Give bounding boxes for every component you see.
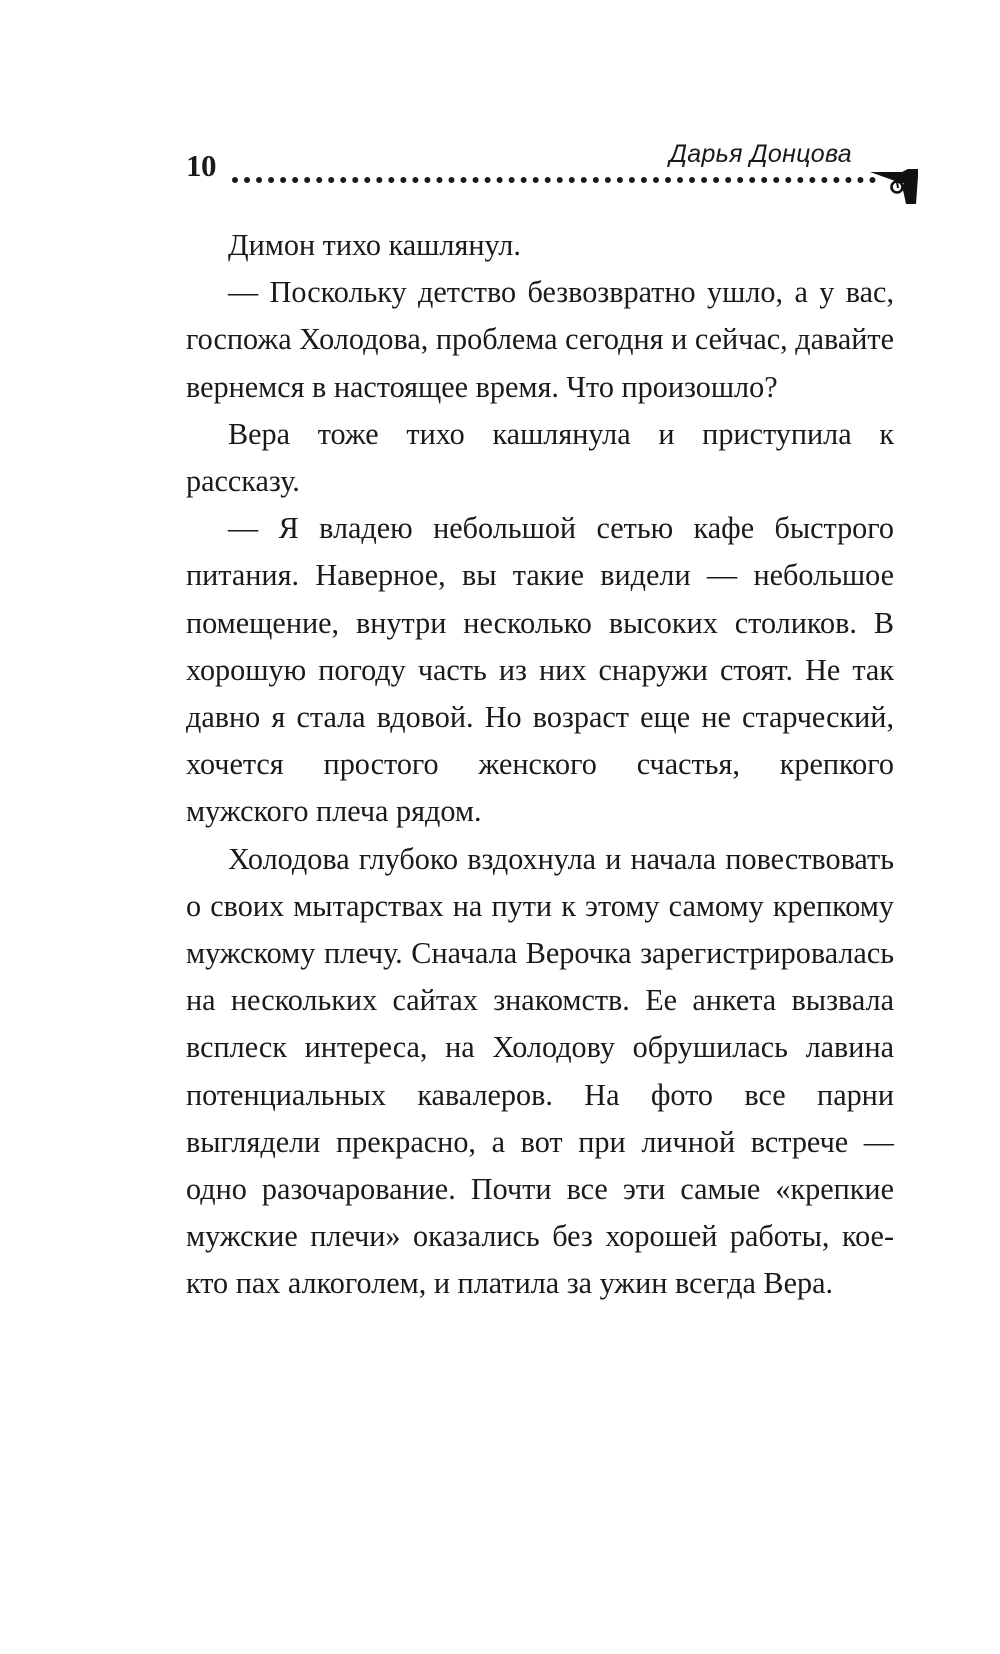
dotted-rule bbox=[232, 177, 876, 183]
running-head bbox=[0, 0, 1000, 220]
body-text bbox=[186, 222, 894, 1308]
author-name: Дарья Донцова bbox=[669, 140, 852, 168]
page-number: 10 bbox=[186, 148, 216, 183]
paragraph: Холодова глубоко вздохнула и начала повествовать о своих мытарствах на пути к этому самому крепкому мужскому плечу. Сначала Верочка зарегистрировалась на нескольких сайтах знакомств. Ее анкета вызвала всплеск интереса, на Холодову обрушилась лавина потенциальных кавалеров. На фото все парни выглядели прекрасно, а вот при личной встрече — одно разочарование. Почти все эти самые «крепкие мужские плечи» оказались без хорошей работы, кое-кто пах алкоголем, и платила за ужин всегда Вера. bbox=[186, 841, 894, 1301]
paragraph: Вера тоже тихо кашлянула и приступила к рассказу. bbox=[186, 416, 894, 499]
paragraph: — Поскольку детство безвозвратно ушло, а у вас, госпожа Холодова, проблема сегодня и сейчас, давайте вернемся в настоящее время. Что произошло? bbox=[186, 275, 894, 404]
paragraph: — Я владею небольшой сетью кафе быстрого питания. Наверное, вы такие видели — небольшое помещение, внутри несколько высоких столиков. В хорошую погоду часть из них снаружи стоят. Не так давно я стала вдовой. Но возраст еще не старческий, хочется простого женского счастья, крепкого мужского плеча рядом. bbox=[186, 511, 894, 829]
paragraph: Димон тихо кашлянул. bbox=[228, 228, 521, 262]
revolver-icon bbox=[868, 164, 920, 206]
